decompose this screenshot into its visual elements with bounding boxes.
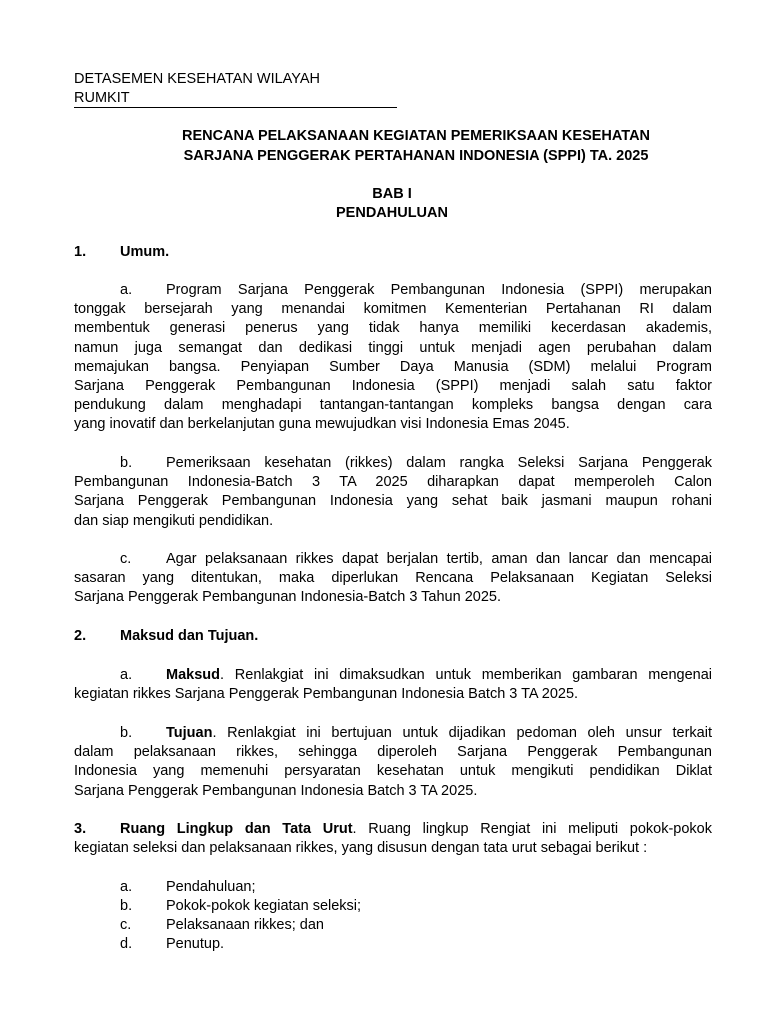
paragraph-line: membentuk generasi penerus yang tidak hanya memiliki kecerdasan akademis, bbox=[74, 320, 712, 337]
document-title-line1: RENCANA PELAKSANAAN KEGIATAN PEMERIKSAAN KESEHATAN bbox=[181, 128, 651, 144]
paragraph-line: Sarjana Penggerak Pembangunan Indonesia Batch 3 TA 2025. bbox=[74, 782, 478, 799]
paragraph-line: kegiatan rikkes Sarjana Penggerak Pembangunan Indonesia Batch 3 TA 2025. bbox=[74, 686, 579, 703]
section-1a-paragraph bbox=[74, 281, 712, 435]
term-label: Maksud bbox=[166, 667, 220, 683]
paragraph-line: Sarjana Penggerak Pembangunan Indonesia-Batch 3 Tahun 2025. bbox=[74, 589, 501, 606]
paragraph-line: pendukung dalam menghadapi tantangan-tantangan kompleks bangsa dengan cara bbox=[74, 397, 712, 414]
paragraph-line: yang inovatif dan berkelanjutan guna mewujudkan visi Indonesia Emas 2045. bbox=[74, 416, 570, 433]
section-3-paragraph bbox=[74, 820, 712, 858]
paragraph-line: dalam pelaksanaan rikkes, sehingga diperoleh Sarjana Penggerak Pembangunan bbox=[74, 744, 712, 761]
section-3-heading: Ruang Lingkup dan Tata Urut bbox=[120, 821, 353, 837]
paragraph-line: b. Pemeriksaan kesehatan (rikkes) dalam rangka Seleksi Sarjana Penggerak bbox=[120, 454, 712, 473]
paragraph-line: a. Maksud. Renlakgiat ini dimaksudkan untuk memberikan gambaran mengenai bbox=[120, 666, 712, 685]
paragraph-line: b. Tujuan. Renlakgiat ini bertujuan untuk dijadikan pedoman oleh unsur terkait bbox=[120, 724, 712, 743]
paragraph-line: Indonesia yang memenuhi persyaratan kesehatan untuk mengikuti pendidikan Diklat bbox=[74, 763, 712, 780]
section-1b-paragraph bbox=[74, 454, 712, 531]
item-marker: b. bbox=[120, 455, 133, 471]
paragraph-line: 3. Ruang Lingkup dan Tata Urut. Ruang lingkup Rengiat ini meliputi pokok-pokok bbox=[74, 820, 712, 839]
list-item: c. Pelaksanaan rikkes; dan bbox=[120, 917, 324, 933]
paragraph-line: a. Program Sarjana Penggerak Pembangunan Indonesia (SPPI) merupakan bbox=[120, 281, 712, 300]
paragraph-line: memajukan bangsa. Penyiapan Sumber Daya Manusia (SDM) melalui Program bbox=[74, 358, 712, 375]
section-1-number: 1. bbox=[74, 244, 87, 260]
item-marker: d. bbox=[120, 936, 133, 952]
paragraph-line: Pembangunan Indonesia-Batch 3 TA 2025 diharapkan dapat memperoleh Calon bbox=[74, 474, 712, 491]
paragraph-line: c. Agar pelaksanaan rikkes dapat berjalan tertib, aman dan lancar dan mencapai bbox=[120, 550, 712, 569]
section-1c-paragraph bbox=[74, 550, 712, 608]
paragraph-line: kegiatan seleksi dan pelaksanaan rikkes, yang disusun dengan tata urut sebagai berikut : bbox=[74, 840, 648, 857]
paragraph-line: Sarjana Penggerak Pembangunan Indonesia (SPPI) menjadi salah satu faktor bbox=[74, 378, 712, 395]
item-marker: a. bbox=[120, 667, 133, 683]
item-marker: a. bbox=[120, 879, 133, 895]
paragraph-line: Sarjana Penggerak Pembangunan Indonesia yang sehat baik jasmani maupun rohani bbox=[74, 493, 712, 510]
item-marker: c. bbox=[120, 917, 132, 933]
item-marker: b. bbox=[120, 898, 133, 914]
item-marker: c. bbox=[120, 551, 132, 567]
item-marker: b. bbox=[120, 725, 133, 741]
chapter-number: BAB I bbox=[372, 186, 412, 202]
paragraph-line: dan siap mengikuti pendidikan. bbox=[74, 512, 274, 529]
header-unit: DETASEMEN KESEHATAN WILAYAH bbox=[74, 71, 321, 87]
section-2-number: 2. bbox=[74, 628, 87, 644]
paragraph-line: sasaran yang ditentukan, maka diperlukan Rencana Pelaksanaan Kegiatan Seleksi bbox=[74, 570, 712, 587]
section-2-heading: Maksud dan Tujuan. bbox=[120, 628, 259, 644]
chapter-name: PENDAHULUAN bbox=[336, 205, 448, 221]
section-1-heading: Umum. bbox=[120, 244, 170, 260]
list-item: a. Pendahuluan; bbox=[120, 879, 256, 895]
document-title-line2: SARJANA PENGGERAK PERTAHANAN INDONESIA (SPPI) TA. 2025 bbox=[183, 148, 649, 164]
section-3-number: 3. bbox=[74, 821, 87, 837]
paragraph-line: namun juga semangat dan dedikasi tinggi untuk menjadi agen perubahan dalam bbox=[74, 339, 712, 356]
section-2b-paragraph bbox=[74, 724, 712, 801]
item-marker: a. bbox=[120, 282, 133, 298]
term-label: Tujuan bbox=[166, 725, 213, 741]
header-underline bbox=[74, 107, 397, 108]
section-2a-paragraph bbox=[74, 666, 712, 704]
list-item: d. Penutup. bbox=[120, 936, 225, 952]
list-item: b. Pokok-pokok kegiatan seleksi; bbox=[120, 898, 362, 914]
header-rumkit: RUMKIT bbox=[74, 90, 130, 106]
paragraph-line: tonggak bersejarah yang menandai komitmen Kementerian Pertahanan RI dalam bbox=[74, 301, 712, 318]
